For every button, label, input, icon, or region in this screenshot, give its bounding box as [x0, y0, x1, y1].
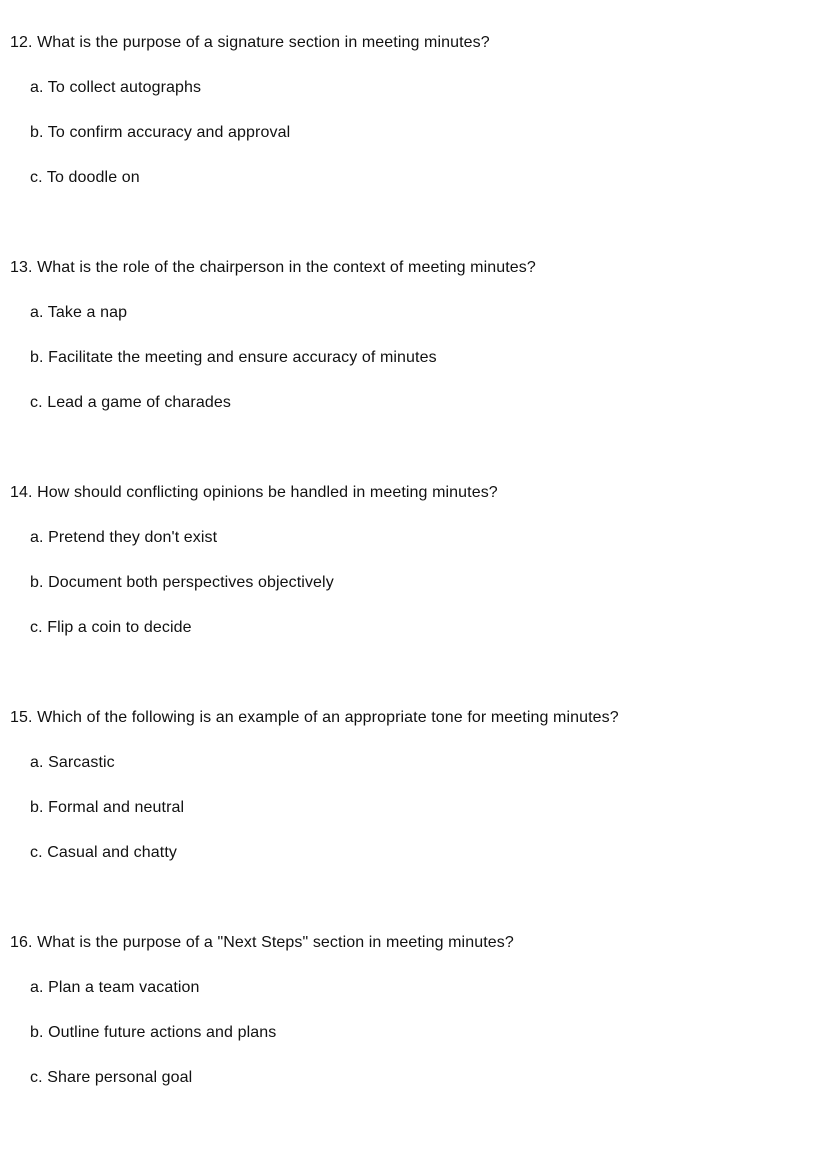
- question-prompt: 16. What is the purpose of a "Next Steps" section in meeting minutes?: [10, 933, 514, 951]
- answer-option: c. Casual and chatty: [30, 843, 177, 861]
- question-block-16: [0, 920, 828, 1100]
- answer-option: b. Outline future actions and plans: [30, 1023, 277, 1041]
- answer-option: a. Pretend they don't exist: [30, 528, 218, 546]
- answer-option: a. Take a nap: [30, 303, 128, 321]
- answer-option: c. To doodle on: [30, 168, 140, 186]
- answer-option: c. Share personal goal: [30, 1068, 193, 1086]
- question-prompt: 14. How should conflicting opinions be handled in meeting minutes?: [10, 483, 498, 501]
- answer-option: c. Flip a coin to decide: [30, 618, 192, 636]
- question-block-15: [0, 695, 828, 875]
- answer-option: b. Facilitate the meeting and ensure accuracy of minutes: [30, 348, 437, 366]
- answer-option: b. Document both perspectives objectively: [30, 573, 334, 591]
- answer-option: a. To collect autographs: [30, 78, 202, 96]
- answer-option: b. To confirm accuracy and approval: [30, 123, 291, 141]
- answer-option: b. Formal and neutral: [30, 798, 185, 816]
- question-block-12: [0, 20, 828, 200]
- answer-option: a. Sarcastic: [30, 753, 115, 771]
- question-block-13: [0, 245, 828, 425]
- question-prompt: 15. Which of the following is an example of an appropriate tone for meeting minutes?: [10, 708, 619, 726]
- question-prompt: 12. What is the purpose of a signature section in meeting minutes?: [10, 33, 490, 51]
- answer-option: a. Plan a team vacation: [30, 978, 200, 996]
- question-block-14: [0, 470, 828, 650]
- question-prompt: 13. What is the role of the chairperson in the context of meeting minutes?: [10, 258, 536, 276]
- answer-option: c. Lead a game of charades: [30, 393, 231, 411]
